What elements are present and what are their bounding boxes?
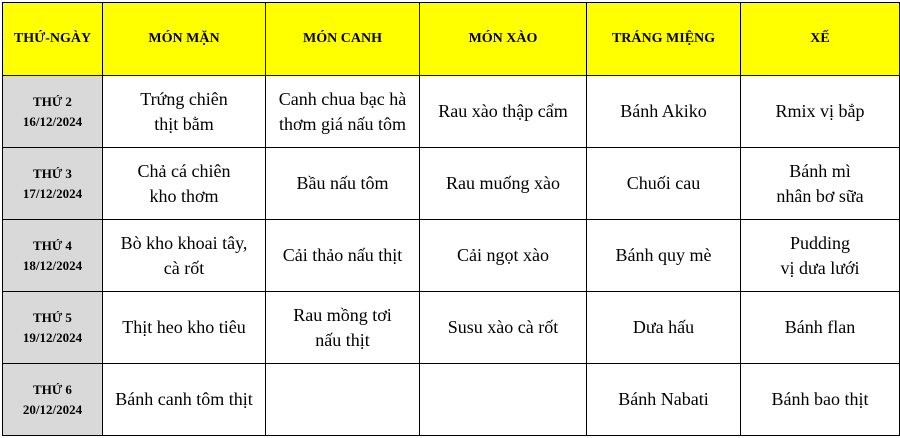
- day-label: THỨ 5: [33, 309, 72, 325]
- table-row: [3, 292, 900, 364]
- table-row: [3, 76, 900, 148]
- main-dish-cell: Thịt heo kho tiêu: [103, 292, 266, 364]
- dessert-cell: Chuối cau: [587, 148, 741, 220]
- date-label: 18/12/2024: [22, 257, 83, 273]
- main-dish-cell: Bò kho khoai tây, cà rốt: [103, 220, 266, 292]
- table-row: [3, 220, 900, 292]
- stir-fry-cell: Susu xào cà rốt: [420, 292, 587, 364]
- dessert-cell: Dưa hấu: [587, 292, 741, 364]
- date-label: 16/12/2024: [22, 113, 83, 129]
- header-main-dish: MÓN MẶN: [103, 3, 266, 76]
- stir-fry-cell: [420, 364, 587, 436]
- day-label: THỨ 4: [33, 237, 72, 253]
- stir-fry-cell: Cải ngọt xào: [420, 220, 587, 292]
- date-label: 17/12/2024: [22, 185, 83, 201]
- main-dish-cell: Bánh canh tôm thịt: [103, 364, 266, 436]
- soup-cell: [266, 364, 420, 436]
- header-dessert: TRÁNG MIỆNG: [587, 3, 741, 76]
- snack-cell: Bánh mì nhân bơ sữa: [741, 148, 900, 220]
- day-cell: [3, 220, 103, 292]
- day-label: THỨ 6: [33, 381, 72, 397]
- day-cell: [3, 148, 103, 220]
- snack-cell: Rmix vị bắp: [741, 76, 900, 148]
- date-label: 20/12/2024: [22, 401, 83, 417]
- header-day-date: THỨ-NGÀY: [3, 3, 103, 76]
- dessert-cell: Bánh Nabati: [587, 364, 741, 436]
- weekly-menu-table: [2, 2, 900, 436]
- day-cell: [3, 364, 103, 436]
- day-cell: [3, 76, 103, 148]
- snack-cell: Pudding vị dưa lưới: [741, 220, 900, 292]
- dessert-cell: Bánh Akiko: [587, 76, 741, 148]
- main-dish-cell: Chả cá chiên kho thơm: [103, 148, 266, 220]
- soup-cell: Rau mồng tơi nấu thịt: [266, 292, 420, 364]
- main-dish-cell: Trứng chiên thịt bằm: [103, 76, 266, 148]
- header-row: [3, 3, 900, 76]
- stir-fry-cell: Rau muống xào: [420, 148, 587, 220]
- stir-fry-cell: Rau xào thập cẩm: [420, 76, 587, 148]
- header-soup: MÓN CANH: [266, 3, 420, 76]
- header-stir-fry: MÓN XÀO: [420, 3, 587, 76]
- soup-cell: Bầu nấu tôm: [266, 148, 420, 220]
- dessert-cell: Bánh quy mè: [587, 220, 741, 292]
- date-label: 19/12/2024: [22, 329, 83, 345]
- day-cell: [3, 292, 103, 364]
- day-label: THỨ 3: [33, 165, 72, 181]
- table-row: [3, 364, 900, 436]
- day-label: THỨ 2: [33, 93, 72, 109]
- table-row: [3, 148, 900, 220]
- header-afternoon-snack: XẾ: [741, 3, 900, 76]
- soup-cell: Canh chua bạc hà thơm giá nấu tôm: [266, 76, 420, 148]
- soup-cell: Cải thảo nấu thịt: [266, 220, 420, 292]
- snack-cell: Bánh flan: [741, 292, 900, 364]
- snack-cell: Bánh bao thịt: [741, 364, 900, 436]
